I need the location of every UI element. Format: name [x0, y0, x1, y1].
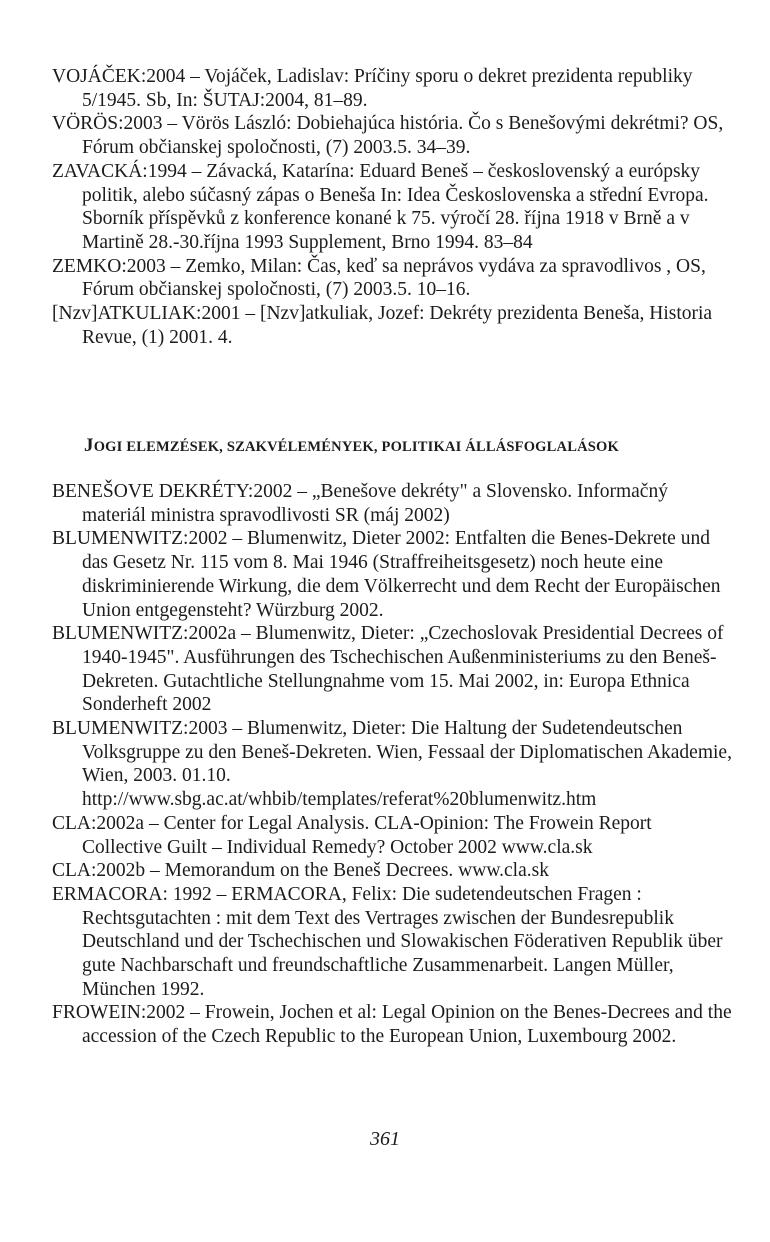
- reference-entry: VOJÁČEK:2004 – Vojáček, Ladislav: Príčiny sporu o dekret prezidenta republiky 5/1945. Sb, In: ŠUTAJ:2004, 81–89.: [52, 66, 693, 111]
- reference-entry: ERMACORA: 1992 – ERMACORA, Felix: Die sudetendeutschen Fragen : Rechtsgutachten : mit dem Text des Vertrages zwischen der Bundesrepublik Deutschland und der Tschechischen und Slowakischen Föderativen Republik über gute Nachbarschaft und freundschaftliche Zusammenarbeit. Langen Müller, München 1992.: [52, 883, 723, 1000]
- reference-entry: [Nzv]ATKULIAK:2001 – [Nzv]atkuliak, Jozef: Dekréty prezidenta Beneša, Historia Revue, (1) 2001. 4.: [52, 303, 713, 348]
- reference-entry: VÖRÖS:2003 – Vörös László: Dobiehajúca história. Čo s Benešovými dekrétmi? OS, Fórum občianskej spoločnosti, (7) 2003.5. 34–39.: [52, 113, 724, 159]
- reference-entry: BLUMENWITZ:2003 – Blumenwitz, Dieter: Die Haltung der Sudetendeutschen Volksgruppe zu den Beneš-Dekreten. Wien, Fessaal der Diplomatischen Akademie, Wien, 2003. 01.10. http://www.sbg.ac.at/whbib/templates/referat%20blumenwitz.htm: [52, 718, 732, 811]
- page-number: 361: [370, 1128, 400, 1150]
- reference-entry: CLA:2002a – Center for Legal Analysis. CLA-Opinion: The Frowein Report Collective Guilt – Individual Remedy? October 2002 www.cla.sk: [52, 812, 652, 858]
- section-heading: JOGI ELEMZÉSEK, SZAKVÉLEMÉNYEK, POLITIKAI ÁLLÁSFOGLALÁSOK: [84, 435, 619, 456]
- reference-entry: BLUMENWITZ:2002a – Blumenwitz, Dieter: „Czechoslovak Presidential Decrees of 1940-1945". Ausführungen des Tschechischen Außenministeriums zu den Beneš-Dekreten. Gutachtliche Stellungnahme vom 15. Mai 2002, in: Europa Ethnica Sonderheft 2002: [52, 623, 724, 716]
- reference-entry: BENEŠOVE DEKRÉTY:2002 – „Benešove dekréty" a Slovensko. Informačný materiál ministra spravodlivosti SR (máj 2002): [52, 481, 668, 526]
- reference-entry: FROWEIN:2002 – Frowein, Jochen et al: Legal Opinion on the Benes-Decrees and the accession of the Czech Republic to the European Union, Luxembourg 2002.: [52, 1002, 732, 1048]
- reference-entry: CLA:2002b – Memorandum on the Beneš Decrees. www.cla.sk: [52, 860, 549, 882]
- reference-entry: BLUMENWITZ:2002 – Blumenwitz, Dieter 2002: Entfalten die Benes-Dekrete und das Gesetz Nr. 115 vom 8. Mai 1946 (Straffreiheitsgesetz) noch heute eine diskriminierende Wirkung, die dem Völkerrecht und dem Recht der Europäischen Union entgegensteht? Würzburg 2002.: [52, 528, 721, 621]
- reference-entry: ZAVACKÁ:1994 – Závacká, Katarína: Eduard Beneš – československý a európsky politik, alebo súčasný zápas o Beneša In: Idea Československa a střední Evropa. Sborník příspěvků z konference konané k 75. výročí 28. října 1918 v Brně a v Martině 28.-30.října 1993 Supplement, Brno 1994. 83–84: [52, 160, 709, 253]
- reference-list-bottom: [52, 480, 732, 1049]
- reference-list-top: [52, 65, 732, 349]
- reference-entry: ZEMKO:2003 – Zemko, Milan: Čas, keď sa neprávos vydáva za spravodlivos , OS, Fórum občianskej spoločnosti, (7) 2003.5. 10–16.: [52, 255, 706, 301]
